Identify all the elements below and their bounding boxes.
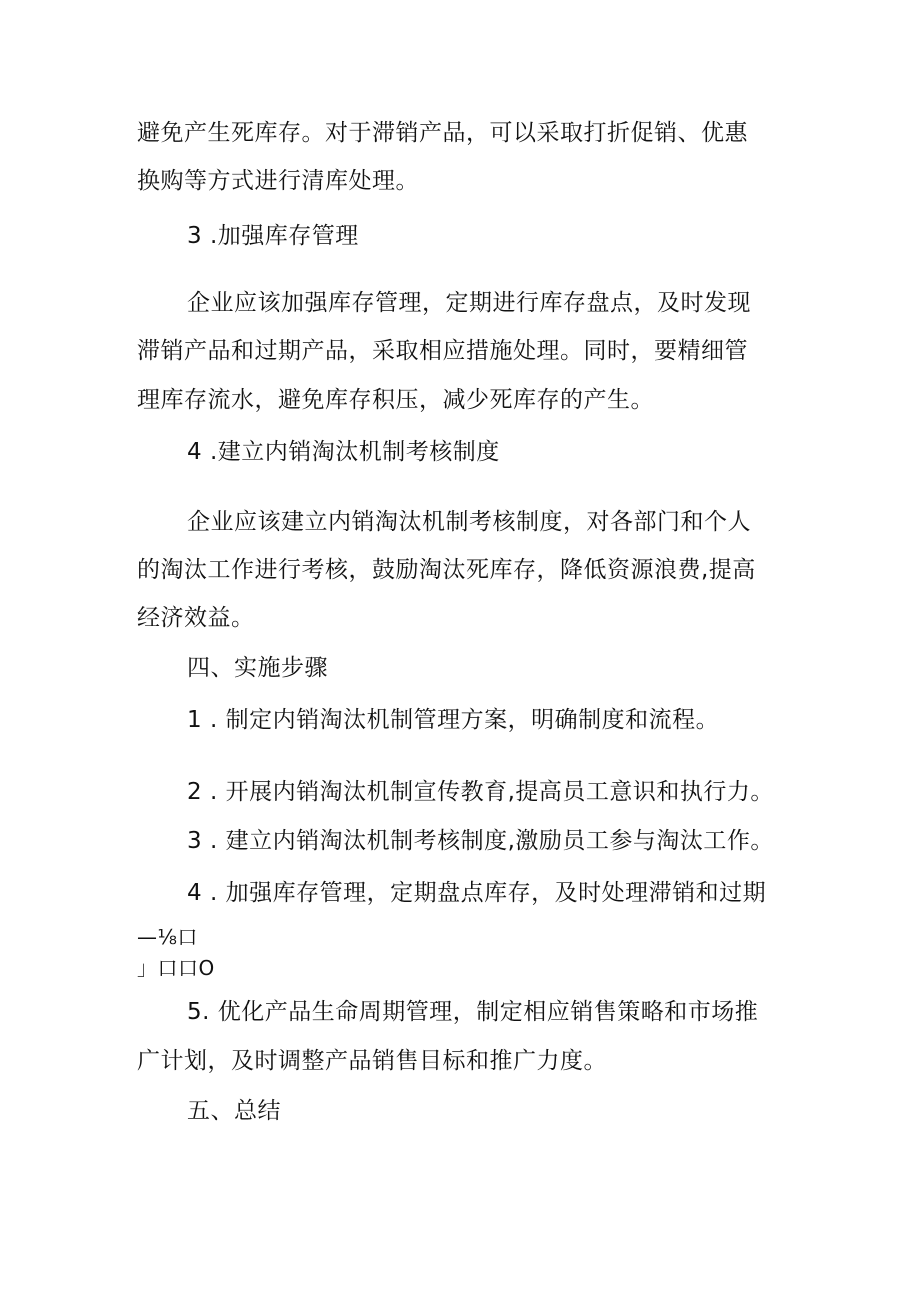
list-item: 2 . 开展内销淘汰机制宣传教育,提高员工意识和执行力。: [187, 779, 774, 805]
list-item: 4 . 加强库存管理，定期盘点库存，及时处理滞销和过期: [187, 880, 767, 906]
garbled-text: —⅛口: [137, 925, 198, 949]
list-item: 5. 优化产品生命周期管理，制定相应销售策略和市场推: [187, 999, 759, 1025]
paragraph-line: 换购等方式进行清库处理。: [137, 168, 419, 194]
list-item: 1 . 制定内销淘汰机制管理方案，明确制度和流程。: [187, 707, 720, 733]
section-heading: 五、总结: [187, 1098, 281, 1124]
paragraph-line: 广计划，及时调整产品销售目标和推广力度。: [137, 1048, 607, 1074]
paragraph-line: 滞销产品和过期产品，采取相应措施处理。同时，要精细管: [137, 338, 748, 364]
section-heading: 3 .加强库存管理: [187, 223, 359, 249]
garbled-text: 」口口O: [137, 956, 215, 980]
paragraph-line: 理库存流水，避免库存积压，减少死库存的产生。: [137, 387, 654, 413]
paragraph-line: 经济效益。: [137, 605, 255, 631]
paragraph-line: 避免产生死库存。对于滞销产品，可以采取打折促销、优惠: [137, 120, 748, 146]
paragraph-line: 企业应该建立内销淘汰机制考核制度，对各部门和个人: [187, 509, 751, 535]
section-heading: 4 .建立内销淘汰机制考核制度: [187, 439, 500, 465]
paragraph-line: 的淘汰工作进行考核，鼓励淘汰死库存，降低资源浪费,提高: [137, 557, 756, 583]
list-item: 3 . 建立内销淘汰机制考核制度,激励员工参与淘汰工作。: [187, 828, 774, 854]
paragraph-line: 企业应该加强库存管理，定期进行库存盘点，及时发现: [187, 290, 751, 316]
section-heading: 四、实施步骤: [187, 655, 328, 681]
